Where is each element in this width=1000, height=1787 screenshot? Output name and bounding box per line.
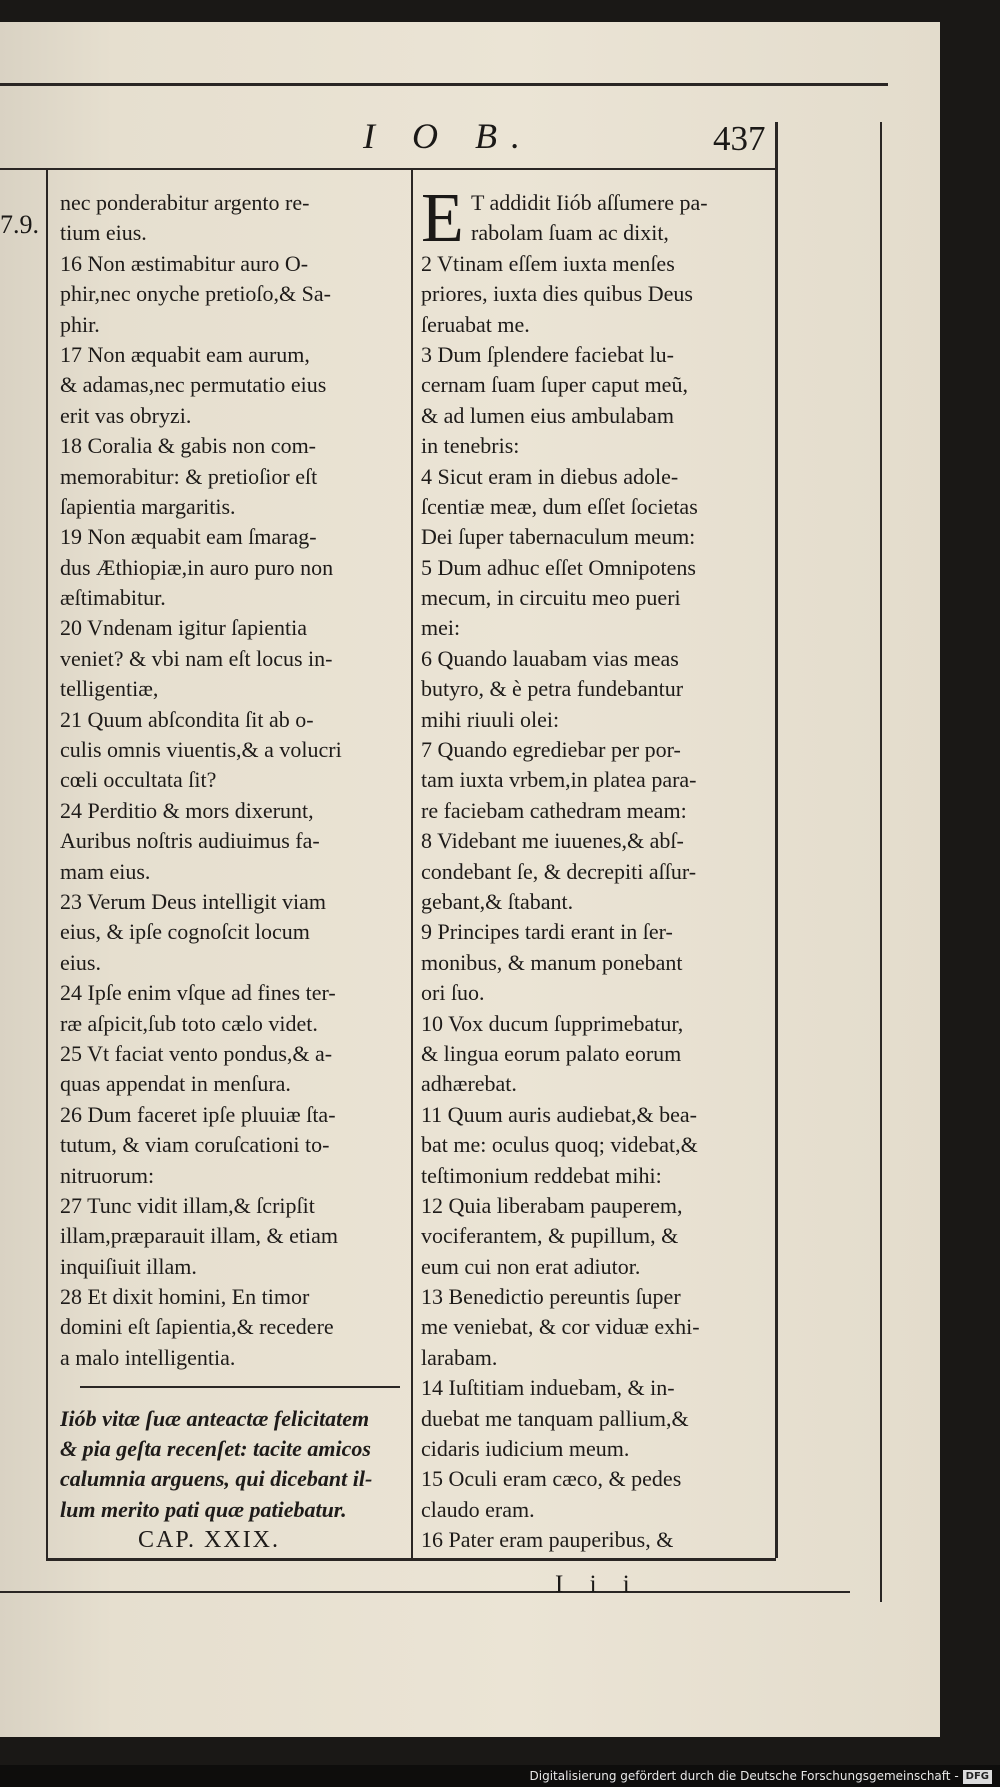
text-line: eum cui non erat adiutor.	[421, 1253, 641, 1279]
text-line: memorabitur: & pretioſior eſt	[60, 463, 318, 489]
text-line: erit vas obryzi.	[60, 402, 192, 428]
text-line: tutum, & viam coruſcationi to-	[60, 1132, 330, 1158]
bottom-column-rule	[46, 1558, 776, 1561]
text-line: veniet? & vbi nam eſt locus in-	[60, 645, 333, 671]
text-line: condebant ſe, & decrepiti aſſur-	[421, 858, 697, 884]
right-text-column	[421, 180, 768, 1556]
text-line: tam iuxta vrbem,in platea para-	[421, 767, 697, 793]
top-column-rule	[0, 168, 775, 170]
footer-rule	[0, 1591, 850, 1593]
margin-note: 7.9.	[0, 210, 39, 239]
text-line: 8 Videbant me iuuenes,& abſ-	[421, 828, 684, 854]
credit-text: Digitalisierung gefördert durch die Deutsche Forschungsgemeinschaft -	[529, 1769, 959, 1783]
text-line: 24 Ipſe enim vſque ad fines ter-	[60, 980, 336, 1006]
text-line: 25 Vt faciat vento pondus,& a-	[60, 1040, 333, 1066]
text-line: 6 Quando lauabam vias meas	[421, 645, 679, 671]
drop-capital: E	[421, 180, 464, 257]
text-line: ori ſuo.	[421, 980, 485, 1006]
text-line: 2 Vtinam eſſem iuxta menſes	[421, 250, 675, 276]
text-line: 13 Benedictio pereuntis ſuper	[421, 1284, 681, 1310]
text-line: dus Æthiopiæ,in auro puro non	[60, 554, 334, 580]
text-line: 19 Non æquabit eam ſmarag-	[60, 524, 317, 550]
text-line: 21 Quum abſcondita ſit ab o-	[60, 706, 314, 732]
text-line: mecum, in circuitu meo pueri	[421, 585, 681, 611]
chapter-heading: CAP. XXIX.	[138, 1527, 281, 1554]
text-line: tium eius.	[60, 220, 147, 246]
text-line: teſtimonium reddebat mihi:	[421, 1162, 662, 1188]
text-line: butyro, & è petra fundebantur	[421, 676, 684, 702]
text-line: nec ponderabitur argento re-	[60, 190, 310, 215]
text-line: a malo intelligentia.	[60, 1344, 236, 1370]
text-line: 20 Vndenam igitur ſapientia	[60, 615, 308, 641]
text-line: æſtimabitur.	[60, 585, 166, 611]
text-line: in tenebris:	[421, 433, 520, 459]
chapter-summary-line: Iiób vitæ ſuæ anteactæ felicitatem	[60, 1405, 370, 1431]
text-line: adhærebat.	[421, 1071, 517, 1097]
header-rule	[0, 83, 888, 86]
text-line: eius.	[60, 949, 101, 975]
text-line: 18 Coralia & gabis non com-	[60, 433, 317, 459]
left-border-rule	[46, 168, 48, 1558]
text-line: 24 Perditio & mors dixerunt,	[60, 797, 314, 823]
text-line: mihi riuuli olei:	[421, 706, 560, 732]
text-line: 15 Oculi eram cæco, & pedes	[421, 1466, 682, 1492]
column-divider-rule	[411, 168, 413, 1558]
text-line: phir.	[60, 311, 100, 337]
text-line: domini eſt ſapientia,& recedere	[60, 1314, 334, 1340]
text-line: gebant,& ſtabant.	[421, 888, 574, 914]
text-line: 28 Et dixit homini, En timor	[60, 1284, 310, 1310]
text-line: 7 Quando egrediebar per por-	[421, 737, 681, 763]
text-line: illam,præparauit illam, & etiam	[60, 1223, 338, 1249]
text-line: 14 Iuſtitiam induebam, & in-	[421, 1375, 675, 1401]
book-page	[0, 22, 940, 1737]
text-line: quas appendat in menſura.	[60, 1071, 291, 1097]
credit-bar	[0, 1765, 1000, 1787]
outer-right-rule	[880, 122, 882, 1602]
text-line: ſapientia margaritis.	[60, 493, 236, 519]
text-line: cidaris iudicium meum.	[421, 1436, 630, 1462]
dfg-logo: DFG	[963, 1770, 992, 1784]
text-line: 9 Principes tardi erant in ſer-	[421, 919, 673, 945]
text-line: 27 Tunc vidit illam,& ſcripſit	[60, 1192, 315, 1218]
text-line: Dei ſuper tabernaculum meum:	[421, 524, 696, 550]
text-line: ræ aſpicit,ſub toto cælo videt.	[60, 1010, 318, 1036]
text-line: mei:	[421, 615, 461, 641]
text-line: duebat me tanquam pallium,&	[421, 1405, 689, 1431]
text-line: phir,nec onyche pretioſo,& Sa-	[60, 281, 331, 307]
text-line: 5 Dum adhuc eſſet Omnipotens	[421, 554, 696, 580]
chapter-summary-line: calumnia arguens, qui dicebant il-	[60, 1466, 373, 1492]
text-line: vociferantem, & pupillum, &	[421, 1223, 679, 1249]
text-line: mam eius.	[60, 858, 151, 884]
text-line: & adamas,nec permutatio eius	[60, 372, 327, 398]
text-line: & ad lumen eius ambulabam	[421, 402, 674, 428]
text-line: cernam ſuam ſuper caput meũ,	[421, 372, 688, 398]
text-line	[60, 1373, 405, 1403]
right-border-rule	[775, 122, 778, 1558]
text-line: larabam.	[421, 1344, 498, 1370]
summary-separator	[80, 1386, 400, 1388]
text-line: 16 Non æstimabitur auro O-	[60, 250, 309, 276]
chapter-summary-line: lum merito pati quæ patiebatur.	[60, 1496, 347, 1522]
text-line: monibus, & manum ponebant	[421, 949, 683, 975]
text-line: nitruorum:	[60, 1162, 155, 1188]
text-line: culis omnis viuentis,& a volucri	[60, 737, 342, 763]
text-line: telligentiæ,	[60, 676, 159, 702]
text-line: 16 Pater eram pauperibus, &	[421, 1527, 674, 1553]
text-line: bat me: oculus quoq; videbat,&	[421, 1132, 698, 1158]
text-line: 17 Non æquabit eam aurum,	[60, 341, 310, 367]
text-line: T addidit Iiób aſſumere pa-	[471, 190, 708, 215]
text-line: Auribus noſtris audiuimus fa-	[60, 828, 320, 854]
text-line: eius, & ipſe cognoſcit locum	[60, 919, 310, 945]
chapter-summary-line: & pia geſta recenſet: tacite amicos	[60, 1436, 371, 1462]
page-number: 437	[713, 119, 766, 158]
text-line: 12 Quia liberabam pauperem,	[421, 1192, 683, 1218]
left-text-column	[60, 188, 405, 1556]
text-line: 10 Vox ducum ſupprimebatur,	[421, 1010, 684, 1036]
text-line: priores, iuxta dies quibus Deus	[421, 281, 693, 307]
text-line: 26 Dum faceret ipſe pluuiæ ſta-	[60, 1101, 336, 1127]
text-line: claudo eram.	[421, 1496, 535, 1522]
text-line: ſeruabat me.	[421, 311, 530, 337]
text-line: inquiſiuit illam.	[60, 1253, 197, 1279]
text-line: rabolam ſuam ac dixit,	[471, 220, 669, 246]
running-title: I O B.	[363, 116, 534, 156]
text-line: 11 Quum auris audiebat,& bea-	[421, 1101, 697, 1127]
text-line: ſcentiæ meæ, dum eſſet ſocietas	[421, 493, 698, 519]
text-line: re faciebam cathedram meam:	[421, 797, 687, 823]
text-line: 3 Dum ſplendere faciebat lu-	[421, 341, 674, 367]
text-line: & lingua eorum palato eorum	[421, 1040, 682, 1066]
text-line: me veniebat, & cor viduæ exhi-	[421, 1314, 700, 1340]
text-line: 23 Verum Deus intelligit viam	[60, 888, 327, 914]
text-line: cœli occultata ſit?	[60, 767, 217, 793]
signature-mark: I i i	[555, 1571, 640, 1598]
text-line: 4 Sicut eram in diebus adole-	[421, 463, 679, 489]
